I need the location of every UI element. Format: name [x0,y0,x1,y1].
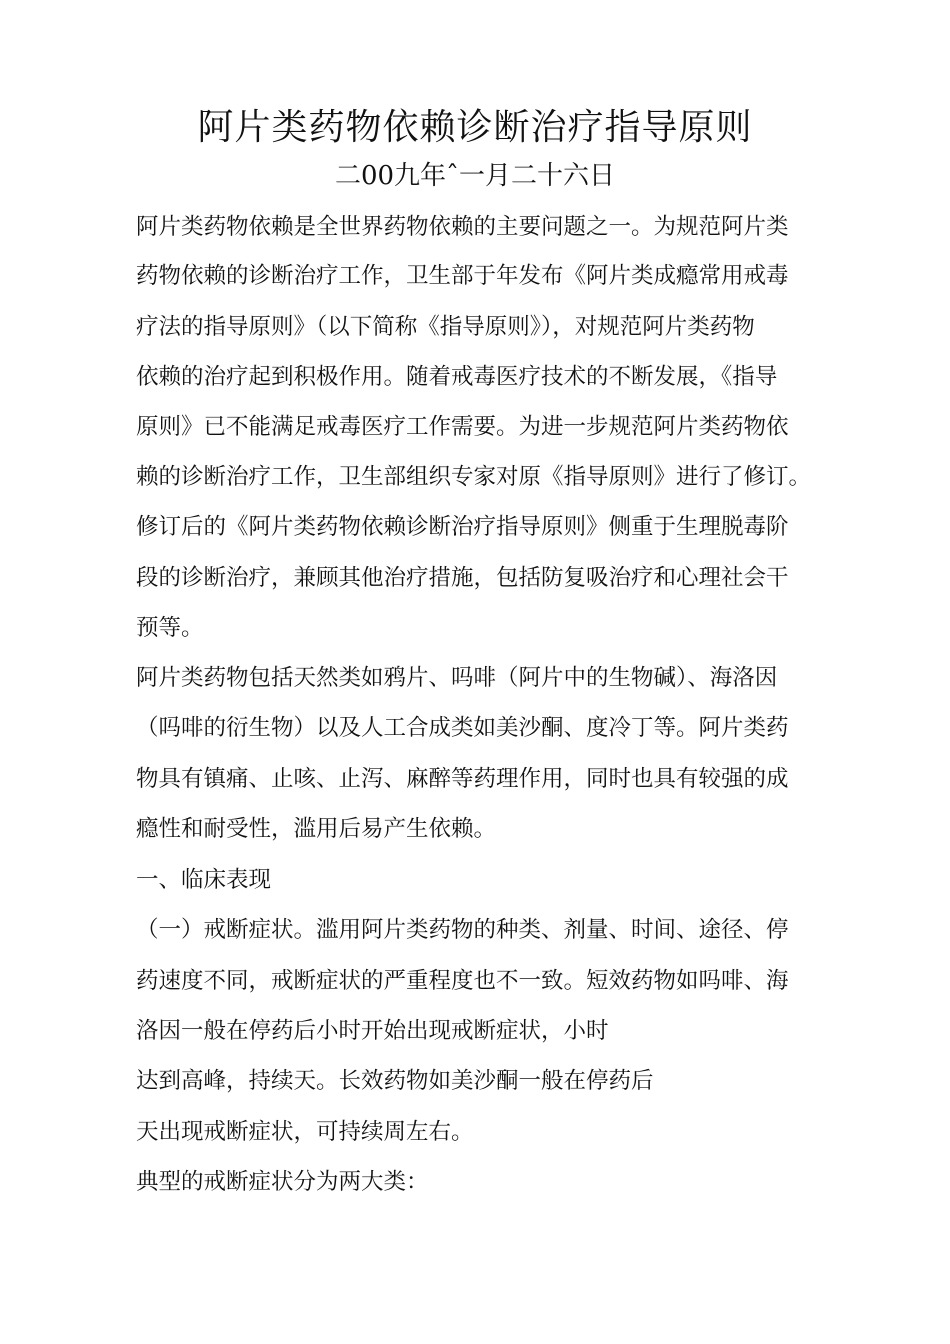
body-line: （一）戒断症状。滥用阿片类药物的种类、剂量、时间、途径、停 [136,917,789,943]
body-line: 药速度不同，戒断症状的严重程度也不一致。短效药物如吗啡、海 [136,968,789,994]
body-line: 依赖的治疗起到积极作用。随着戒毒医疗技术的不断发展，《指导 [136,364,778,390]
body-line: 疗法的指导原则》（以下简称《指导原则》），对规范阿片类药物 [136,314,755,340]
section-heading: 一、临床表现 [136,867,272,893]
body-line: 修订后的《阿片类药物依赖诊断治疗指导原则》侧重于生理脱毒阶 [136,514,789,540]
document-date: 二00九年ˆ一月二十六日 [334,161,616,191]
body-line: 瘾性和耐受性，滥用后易产生依赖。 [136,816,497,842]
body-line: 段的诊断治疗，兼顾其他治疗措施，包括防复吸治疗和心理社会干 [136,565,789,591]
body-line: 药物依赖的诊断治疗工作，卫生部于年发布《阿片类成瘾常用戒毒 [136,263,789,289]
body-line: 典型的戒断症状分为两大类： [136,1169,429,1195]
body-line: 原则》已不能满足戒毒医疗工作需要。为进一步规范阿片类药物依 [136,414,789,440]
body-line: 达到高峰，持续天。长效药物如美沙酮一般在停药后 [136,1068,654,1094]
body-line: 阿片类药物依赖是全世界药物依赖的主要问题之一。为规范阿片类 [136,214,789,240]
body-line: 预等。 [136,615,204,641]
body-line: 阿片类药物包括天然类如鸦片、吗啡（阿片中的生物碱）、海洛因 [136,665,778,691]
body-line: 赖的诊断治疗工作，卫生部组织专家对原《指导原则》进行了修订。 [136,464,812,490]
body-line: 天出现戒断症状，可持续周左右。 [136,1119,474,1145]
document-title: 阿片类药物依赖诊断治疗指导原则 [197,107,753,148]
body-line: 洛因一般在停药后小时开始出现戒断症状，小时 [136,1018,609,1044]
body-line: （吗啡的衍生物）以及人工合成类如美沙酮、度冷丁等。阿片类药 [136,715,789,741]
body-line: 物具有镇痛、止咳、止泻、麻醉等药理作用，同时也具有较强的成 [136,766,789,792]
